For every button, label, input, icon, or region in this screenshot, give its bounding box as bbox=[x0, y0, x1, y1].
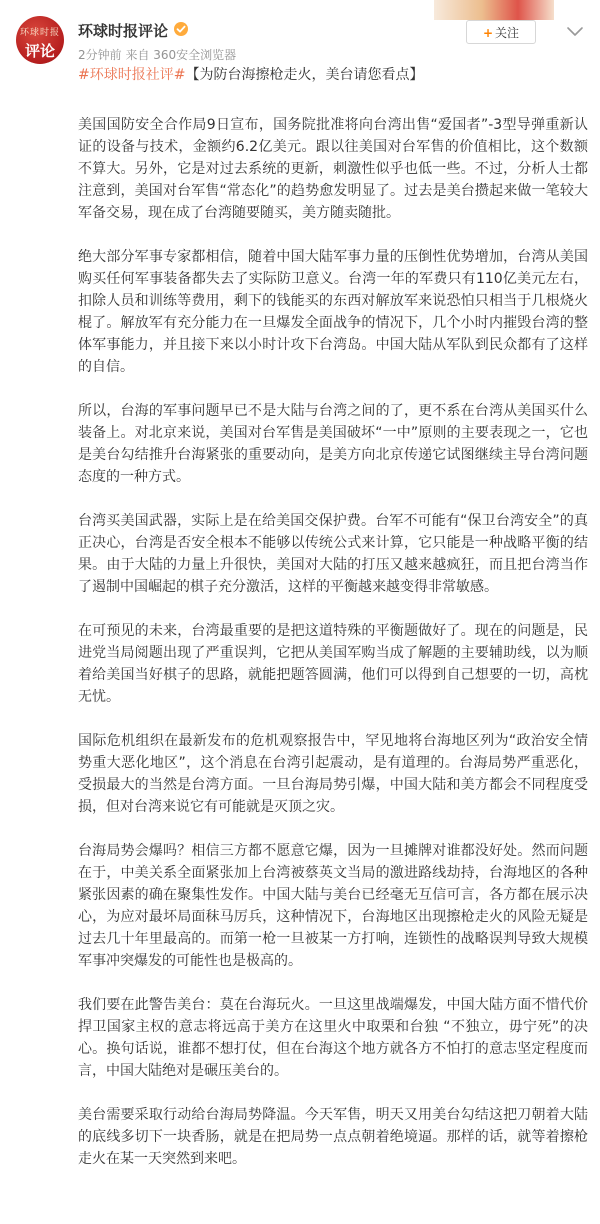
chevron-down-icon[interactable] bbox=[566, 26, 584, 38]
paragraph-7: 台海局势会爆吗？相信三方都不愿意它爆，因为一旦摊牌对谁都没好处。然而问题在于，中美关系全面紧张加上台湾被蔡英文当局的激进路线劫持，台海地区的各种紧张因素的确在聚集性发作。中国大陆与美台已经毫无互信可言，各方都在展示决心，为应对最坏局面秣马厉兵，这种情况下，台海地区出现擦枪走火的风险无疑是过去几十年里最高的。而第一枪一旦被某一方打响，连锁性的战略误判导致大规模军事冲突爆发的可能性也是极高的。 bbox=[78, 843, 588, 969]
paragraph-9: 美台需要采取行动给台海局势降温。今天军售，明天又用美台勾结这把刀朝着大陆的底线多切下一块香肠，就是在把局势一点点朝着绝境逼。那样的话，就等着擦枪走火在某一天突然到来吧。 bbox=[78, 1107, 588, 1167]
follow-label: 关注 bbox=[495, 26, 520, 40]
follow-plus-icon: + bbox=[482, 26, 494, 40]
header-decoration-banner bbox=[434, 0, 554, 20]
post-body bbox=[78, 64, 588, 1192]
paragraph-2: 绝大部分军事专家都相信，随着中国大陆军事力量的压倒性优势增加，台湾从美国购买任何军事装备都失去了实际防卫意义。台湾一年的军费只有110亿美元左右，扣除人员和训练等费用，剩下的钱能买的东西对解放军来说恐怕只相当于几根烧火棍了。解放军有充分能力在一旦爆发全面战争的情况下，几个小时内摧毁台湾的整体军事能力，并且接下来以小时计攻下台湾岛。中国大陆从军队到民众都有了这样的自信。 bbox=[78, 249, 588, 375]
paragraph-8: 我们要在此警告美台：莫在台海玩火。一旦这里战端爆发，中国大陆方面不惜代价捍卫国家主权的意志将远高于美方在这里火中取栗和台独 “不独立，毋宁死”的决心。换句话说，谁都不想打仗，但在台海这个地方就各方不怕打的意志坚定程度而言，中国大陆绝对是碾压美台的。 bbox=[78, 997, 588, 1079]
hashtag-link[interactable]: #环球时报社评# bbox=[78, 67, 186, 83]
paragraph-4: 台湾买美国武器，实际上是在给美国交保护费。台军不可能有“保卫台湾安全”的真正决心，台湾是否安全根本不能够以传统公式来计算，它只能是一种战略平衡的结果。由于大陆的力量上升很快，美国对大陆的打压又越来越疯狂，而且把台湾当作了遏制中国崛起的棋子充分激活，这样的平衡越来越变得非常敏感。 bbox=[78, 513, 588, 595]
post-title: 【为防台海擦枪走火，美台请您看点】 bbox=[185, 67, 424, 83]
post-meta: 2分钟前 来自 360安全浏览器 bbox=[78, 48, 237, 62]
post-header bbox=[0, 0, 600, 64]
paragraph-1: 美国国防安全合作局9日宣布，国务院批准将向台湾出售“爱国者”-3型导弹重新认证的设备与技术，金额约6.2亿美元。跟以往美国对台军售的价值相比，这个数额不算大。另外，它是对过去系统的更新，刺激性似乎也低一些。不过，分析人士都注意到，美国对台军售“常态化”的趋势愈发明显了。过去是美台攒起来做一笔较大军备交易，现在成了台湾随要随买，美方随卖随批。 bbox=[78, 117, 588, 221]
avatar-logo-text: 环球时报 bbox=[19, 28, 60, 38]
paragraph-3: 所以，台海的军事问题早已不是大陆与台湾之间的了，更不系在台湾从美国买什么装备上。对北京来说，美国对台军售是美国破坏“一中”原则的主要表现之一，它也是美台勾结推升台海紧张的重要动向，是美方向北京传递它试图继续主导台湾问题态度的一种方式。 bbox=[78, 403, 588, 485]
follow-button[interactable] bbox=[466, 20, 536, 44]
avatar[interactable] bbox=[16, 16, 64, 64]
verified-badge-icon bbox=[174, 22, 188, 36]
account-name[interactable]: 环球时报评论 bbox=[78, 22, 169, 40]
paragraph-5: 在可预见的未来，台湾最重要的是把这道特殊的平衡题做好了。现在的问题是，民进党当局阅题出现了严重误判，它把从美国军购当成了解题的主要辅助线，以为顺着给美国当好棋子的思路，就能把题答圆满，他们可以得到自己想要的一切，高枕无忧。 bbox=[78, 623, 588, 705]
avatar-logo-subtext: 评论 bbox=[24, 42, 55, 60]
post-headline bbox=[78, 64, 588, 86]
paragraph-6: 国际危机组织在最新发布的危机观察报告中，罕见地将台海地区列为“政治安全情势重大恶化地区”，这个消息在台湾引起震动，是有道理的。台海局势严重恶化，受损最大的当然是台湾方面。一旦台海局势引爆，中国大陆和美方都会不同程度受损，但对台湾来说它有可能就是灭顶之灾。 bbox=[78, 733, 588, 815]
